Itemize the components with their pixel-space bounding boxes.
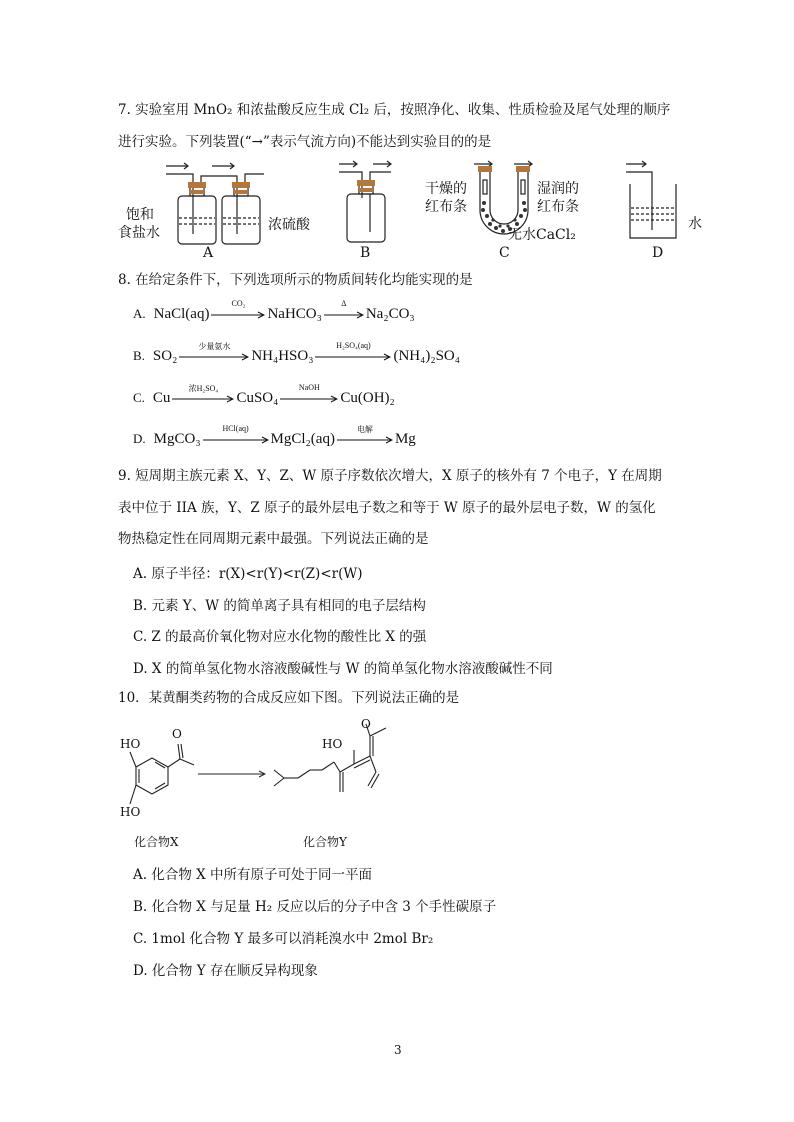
reaction-condition: HCl(aq) [222,423,249,433]
reaction-arrow-icon [315,340,391,361]
apparatus-d-letter: D [652,245,664,261]
reaction-condition: 电解 [356,424,373,434]
q9-stem-line1: 9. 短周期主族元素 X、Y、Z、W 原子序数依次增大，X 原子的核外有 7 个电子，Y 在周期 [118,468,662,484]
q9-option-c: C. Z 的最高价氧化物对应水化物的酸性比 X 的强 [133,629,427,645]
q10-option-a: A. 化合物 X 中所有原子可处于同一平面 [133,867,373,883]
q10-stem: 10．某黄酮类药物的合成反应如下图。下列说法正确的是 [118,690,460,706]
compound-y-structure-icon [268,716,408,816]
species: NaCl(aq) [153,306,210,322]
q9-option-d: D. X 的简单氢化物水溶液酸碱性与 W 的简单氢化物水溶液酸碱性不同 [133,661,553,677]
option-label: C. [133,390,145,405]
reaction-arrow-icon [324,298,364,319]
reaction-condition: NaOH [298,382,320,392]
reaction-arrow-icon [211,298,265,319]
reaction-arrow-icon [172,383,234,403]
q9-option-b: B. 元素 Y、W 的简单离子具有相同的电子层结构 [133,598,426,614]
q8-option-b [133,340,460,365]
reaction-arrow-icon [280,382,338,403]
apparatus-c-label-bottom: 无水CaCl₂ [508,227,576,243]
species: CuSO₄ [236,390,279,406]
apparatus-d-beaker-icon [622,158,682,242]
species: MgCO₃ [153,431,201,447]
reaction-arrow-icon [203,423,269,444]
species: Cu [152,390,171,406]
q8-stem: 8. 在给定条件下，下列选项所示的物质间转化均能实现的是 [118,272,473,288]
option-label: A. [133,306,146,321]
species: Na₂CO₃ [365,306,415,322]
compound-x-ho-top: HO [120,737,141,751]
compound-x-oxygen: O [172,727,182,741]
apparatus-a-label-left-1: 饱和 [126,207,154,223]
apparatus-c-label-left-1: 干燥的 [425,181,467,197]
reaction-condition: 少量氨水 [198,341,231,351]
q10-option-c: C. 1mol 化合物 Y 最多可以消耗溴水中 2mol Br₂ [133,931,434,947]
compound-x-ho-bottom: HO [120,805,141,819]
apparatus-d-label-right: 水 [688,216,702,232]
apparatus-b-collecting-bottle-icon [335,158,395,246]
species: MgCl₂(aq) [270,431,335,447]
compound-y-caption: 化合物Y [303,835,347,849]
q9-stem-line2: 表中位于 IIA 族，Y、Z 原子的最外层电子数之和等于 W 原子的最外层电子数，W 的氢化 [118,500,656,516]
q8-option-d [133,423,416,448]
page-number: 3 [394,1043,402,1057]
species: (NH₄)₂SO₄ [393,348,460,364]
apparatus-c-letter: C [499,245,510,261]
reaction-arrow-icon [337,424,393,444]
reaction-condition: CO₂ [231,298,246,308]
apparatus-c-label-right-2: 红布条 [537,199,579,215]
compound-y-ho: HO [322,737,343,751]
q9-option-a: A. 原子半径：r(X)<r(Y)<r(Z)<r(W) [133,566,363,582]
q9-stem-line3: 物热稳定性在同周期元素中最强。下列说法正确的是 [118,531,429,547]
species: NH₄HSO₃ [251,348,314,364]
apparatus-c-label-left-2: 红布条 [425,199,467,215]
q7-stem-line2: 进行实验。下列装置(“→”表示气流方向)不能达到实验目的的是 [118,134,492,150]
apparatus-c-label-right-1: 湿润的 [537,181,579,197]
reaction-condition: H₂SO₄(aq) [336,340,371,350]
species: Cu(OH)₂ [340,390,395,406]
reaction-arrow-icon [179,341,249,361]
reaction-condition: 浓H₂SO₄ [188,383,219,393]
option-label: D. [133,431,146,446]
apparatus-a-label-right: 浓硫酸 [268,217,310,233]
q8-option-a [133,298,415,323]
q7-stem-line1: 7. 实验室用 MnO₂ 和浓盐酸反应生成 Cl₂ 后，按照净化、收集、性质检验及尾气处理的顺序 [118,102,671,118]
q10-option-b: B. 化合物 X 与足量 H₂ 反应以后的分子中含 3 个手性碳原子 [133,899,497,915]
apparatus-b-letter: B [360,245,371,261]
apparatus-a-gas-wash-bottles-icon [160,160,270,248]
option-label: B. [133,348,145,363]
reaction-condition: Δ [341,298,347,308]
q8-option-c [133,382,395,407]
q10-option-d: D. 化合物 Y 存在顺反异构现象 [133,963,318,979]
species: NaHCO₃ [267,306,322,322]
apparatus-a-label-left-2: 食盐水 [118,225,160,241]
apparatus-a-letter: A [203,245,214,261]
compound-x-caption: 化合物X [134,835,179,849]
compound-y-oxygen: O [361,717,371,731]
synthesis-arrow-icon [198,770,266,778]
species: SO₂ [152,348,178,364]
species: Mg [394,431,416,447]
